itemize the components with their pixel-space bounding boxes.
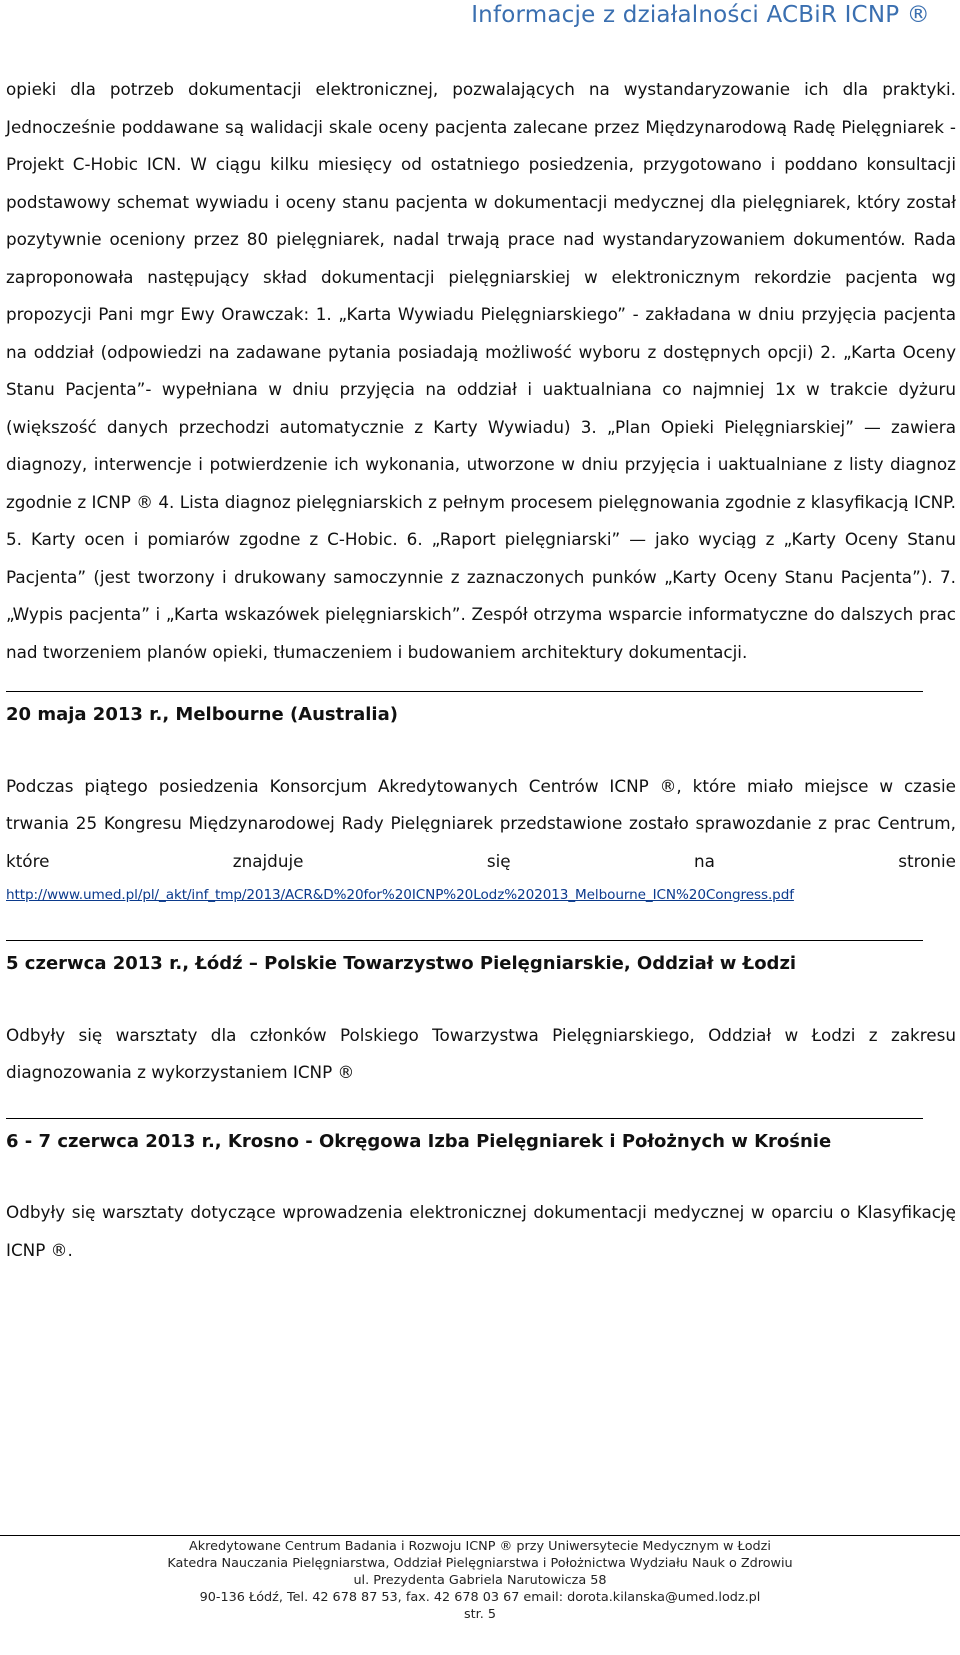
section-body-melbourne: Podczas piątego posiedzenia Konsorcjum Akredytowanych Centrów ICNP ®, które miało miejsce w czasie trwania 25 Kongresu Międzynarodowej Rady Pielęgniarek przedstawione zostało sprawozdanie z prac Centrum, które znajduje się na stronie — [6, 775, 956, 871]
document-body — [6, 71, 956, 1269]
footer-line-contact: 90-136 Łódź, Tel. 42 678 87 53, fax. 42 678 03 67 email: dorota.kilanska@umed.lodz.pl — [199, 1590, 761, 1605]
footer-line-center: Akredytowane Centrum Badania i Rozwoju ICNP ® przy Uniwersytecie Medycznym w Łodzi — [189, 1539, 771, 1554]
section-heading-melbourne: 20 maja 2013 r., Melbourne (Australia) — [6, 704, 398, 725]
section-body-krosno: Odbyły się warsztaty dotyczące wprowadzenia elektronicznej dokumentacji medycznej w oparciu o Klasyfikację ICNP ®. — [6, 1202, 956, 1260]
footer-line-address: ul. Prezydenta Gabriela Narutowicza 58 — [353, 1573, 607, 1588]
page-header-title: Informacje z działalności ACBiR ICNP ® — [471, 2, 930, 28]
footer-line-department: Katedra Nauczania Pielęgniarstwa, Oddział Pielęgniarstwa i Położnictwa Wydziału Nauk o Zdrowiu — [167, 1556, 793, 1571]
report-link[interactable]: http://www.umed.pl/pl/_akt/inf_tmp/2013/ACR&D%20for%20ICNP%20Lodz%202013_Melbourne_ICN%20Congress.pdf — [6, 887, 794, 903]
section-heading-krosno: 6 - 7 czerwca 2013 r., Krosno - Okręgowa Izba Pielęgniarek i Położnych w Krośnie — [6, 1130, 832, 1152]
page-number: str. 5 — [463, 1607, 497, 1622]
section-body-lodz: Odbyły się warsztaty dla członków Polskiego Towarzystwa Pielęgniarskiego, Oddział w Łodzi z zakresu diagnozowania z wykorzystaniem ICNP ® — [6, 1024, 956, 1082]
section-heading-lodz: 5 czerwca 2013 r., Łódź – Polskie Towarzystwo Pielęgniarskie, Oddział w Łodzi — [6, 953, 797, 974]
intro-paragraph: opieki dla potrzeb dokumentacji elektronicznej, pozwalających na wystandaryzowanie ich dla praktyki. Jednocześnie poddawane są walidacji skale oceny pacjenta zalecane przez Międzynarodową Radę Pielęgniarek - Projekt C-Hobic ICN. W ciągu kilku miesięcy od ostatniego posiedzenia, przygotowano i poddano konsultacji podstawowy schemat wywiadu i oceny stanu pacjenta w dokumentacji medycznej dla pielęgniarek, który został pozytywnie oceniony przez 80 pielęgniarek, nadal trwają prace nad wystandaryzowaniem dokumentów. Rada zaproponowała następujący skład dokumentacji pielęgniarskiej w elektronicznym rekordzie pacjenta wg propozycji Pani mgr Ewy Orawczak: 1. „Karta Wywiadu Pielęgniarskiego” - zakładana w dniu przyjęcia pacjenta na oddział (odpowiedzi na zadawane pytania posiadają możliwość wyboru z dostępnych opcji) 2. „Karta Oceny Stanu Pacjenta”- wypełniana w dniu przyjęcia na oddział i uaktualniana co najmniej 1x w trakcie dyżuru (większość danych przechodzi automatycznie z Karty Wywiadu) 3. „Plan Opieki Pielęgniarskiej” — zawiera diagnozy, interwencje i potwierdzenie ich wykonania, utworzone w dniu przyjęcia i uaktualniane z listy diagnoz zgodnie z ICNP ® 4. Lista diagnoz pielęgniarskich z pełnym procesem pielęgnowania zgodnie z klasyfikacją ICNP. 5. Karty ocen i pomiarów zgodne z C-Hobic. 6. „Raport pielęgniarski” — jako wyciąg z „Karty Oceny Stanu Pacjenta” (jest tworzony i drukowany samoczynnie z zaznaczonych punków „Karty Oceny Stanu Pacjenta”). 7. „Wypis pacjenta” i „Karta wskazówek pielęgniarskich”. Zespół otrzyma wsparcie informatyczne do dalszych prac nad tworzeniem planów opieki, tłumaczeniem i budowaniem architektury dokumentacji. — [6, 79, 956, 662]
page-footer — [0, 1535, 960, 1623]
